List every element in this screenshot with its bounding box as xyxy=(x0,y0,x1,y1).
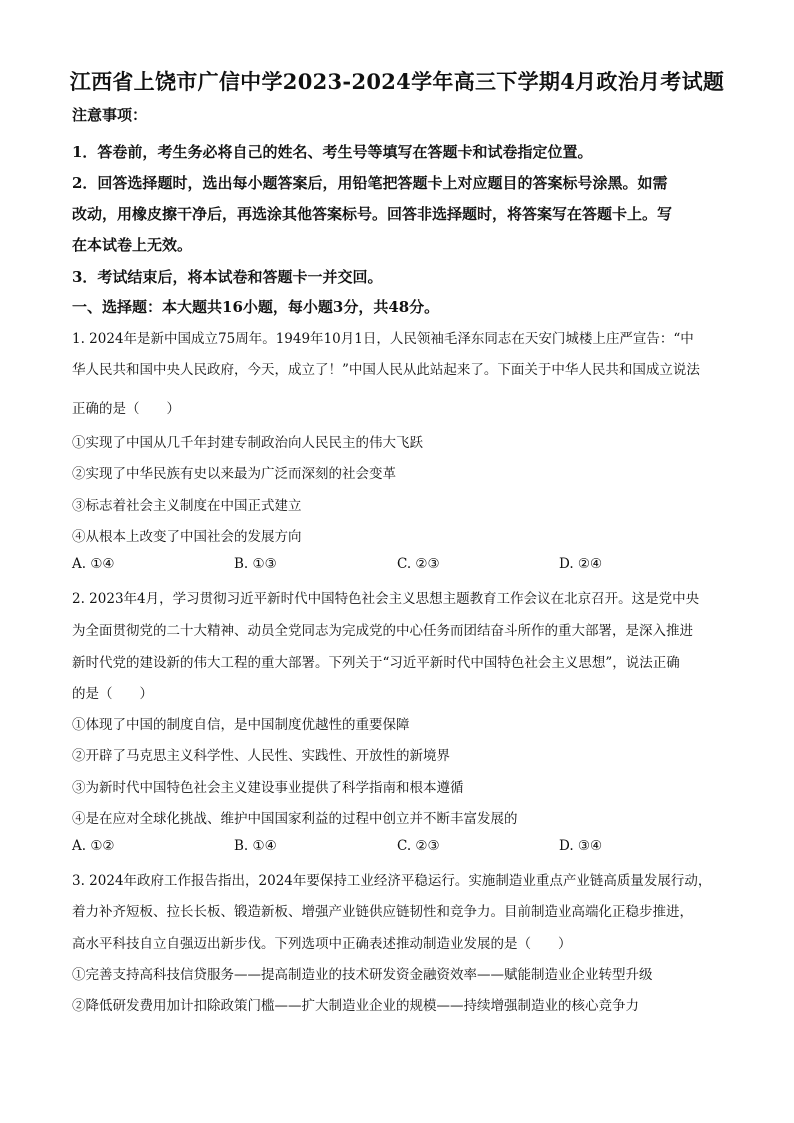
question-2-statement: ②开辟了马克思主义科学性、人民性、实践性、开放性的新境界 xyxy=(72,748,450,764)
question-2-option-d: D. ③④ xyxy=(559,838,603,854)
question-1-statement: ④从根本上改变了中国社会的发展方向 xyxy=(72,529,302,545)
question-2-option-c: C. ②③ xyxy=(397,838,440,854)
question-1-stem: 正确的是（ ） xyxy=(72,401,180,417)
question-1-option-b: B. ①③ xyxy=(234,556,277,572)
question-3-stem: 高水平科技自立自强迈出新步伐。下列选项中正确表述推动制造业发展的是（ ） xyxy=(72,936,572,952)
question-3-stem: 着力补齐短板、拉长长板、锻造新板、增强产业链供应链韧性和竞争力。目前制造业高端化正稳步推进， xyxy=(72,904,693,920)
question-2-statement: ④是在应对全球化挑战、维护中国国家利益的过程中创立并不断丰富发展的 xyxy=(72,811,518,827)
notice-item: 1．答卷前，考生务必将自己的姓名、考生号等填写在答题卡和试卷指定位置。 xyxy=(72,143,593,161)
notice-heading: 注意事项： xyxy=(72,106,148,124)
question-1-statement: ③标志着社会主义制度在中国正式建立 xyxy=(72,498,302,514)
notice-item: 3．考试结束后，将本试卷和答题卡一并交回。 xyxy=(72,268,383,286)
question-2-stem: 2. 2023年4月，学习贯彻习近平新时代中国特色社会主义思想主题教育工作会议在北京召开。这是党中央 xyxy=(72,591,700,607)
question-1-statement: ②实现了中华民族有史以来最为广泛而深刻的社会变革 xyxy=(72,466,396,482)
question-2-statement: ③为新时代中国特色社会主义建设事业提供了科学指南和根本遵循 xyxy=(72,780,464,796)
question-1-statement: ①实现了中国从几千年封建专制政治向人民民主的伟大飞跃 xyxy=(72,435,423,451)
page-title: 江西省上饶市广信中学2023-2024学年高三下学期4月政治月考试题 xyxy=(69,69,725,94)
question-3-statement: ②降低研发费用加计扣除政策门槛——扩大制造业企业的规模——持续增强制造业的核心竞争力 xyxy=(72,998,639,1014)
question-3-stem: 3. 2024年政府工作报告指出，2024年要保持工业经济平稳运行。实施制造业重点产业链高质量发展行动， xyxy=(72,873,712,889)
question-1-stem: 1. 2024年是新中国成立75周年。1949年10月1日，人民领袖毛泽东同志在天安门城楼上庄严宣告：“中 xyxy=(72,331,694,347)
question-1-option-d: D. ②④ xyxy=(559,556,603,572)
question-2-stem: 为全面贯彻党的二十大精神、动员全党同志为完成党的中心任务而团结奋斗所作的重大部署，是深入推进 xyxy=(72,623,693,639)
question-2-statement: ①体现了中国的制度自信，是中国制度优越性的重要保障 xyxy=(72,717,410,733)
question-2-stem: 新时代党的建设新的伟大工程的重大部署。下列关于“习近平新时代中国特色社会主义思想”，说法正确 xyxy=(72,655,680,671)
question-1-stem: 华人民共和国中央人民政府，今天，成立了！”中国人民从此站起来了。下面关于中华人民共和国成立说法 xyxy=(72,362,700,378)
question-2-stem: 的是（ ） xyxy=(72,686,153,702)
notice-item: 在本试卷上无效。 xyxy=(72,236,193,254)
notice-item: 改动，用橡皮擦干净后，再选涂其他答案标号。回答非选择题时，将答案写在答题卡上。写 xyxy=(72,205,673,223)
question-1-option-c: C. ②③ xyxy=(397,556,440,572)
question-1-option-a: A. ①④ xyxy=(72,556,115,572)
question-2-option-a: A. ①② xyxy=(72,838,115,854)
notice-item: 2．回答选择题时，选出每小题答案后，用铅笔把答题卡上对应题目的答案标号涂黑。如需 xyxy=(72,174,668,192)
question-3-statement: ①完善支持高科技信贷服务——提高制造业的技术研发资金融资效率——赋能制造业企业转型升级 xyxy=(72,967,653,983)
question-2-option-b: B. ①④ xyxy=(234,838,277,854)
section-heading: 一、选择题：本大题共16小题，每小题3分，共48分。 xyxy=(72,298,440,316)
